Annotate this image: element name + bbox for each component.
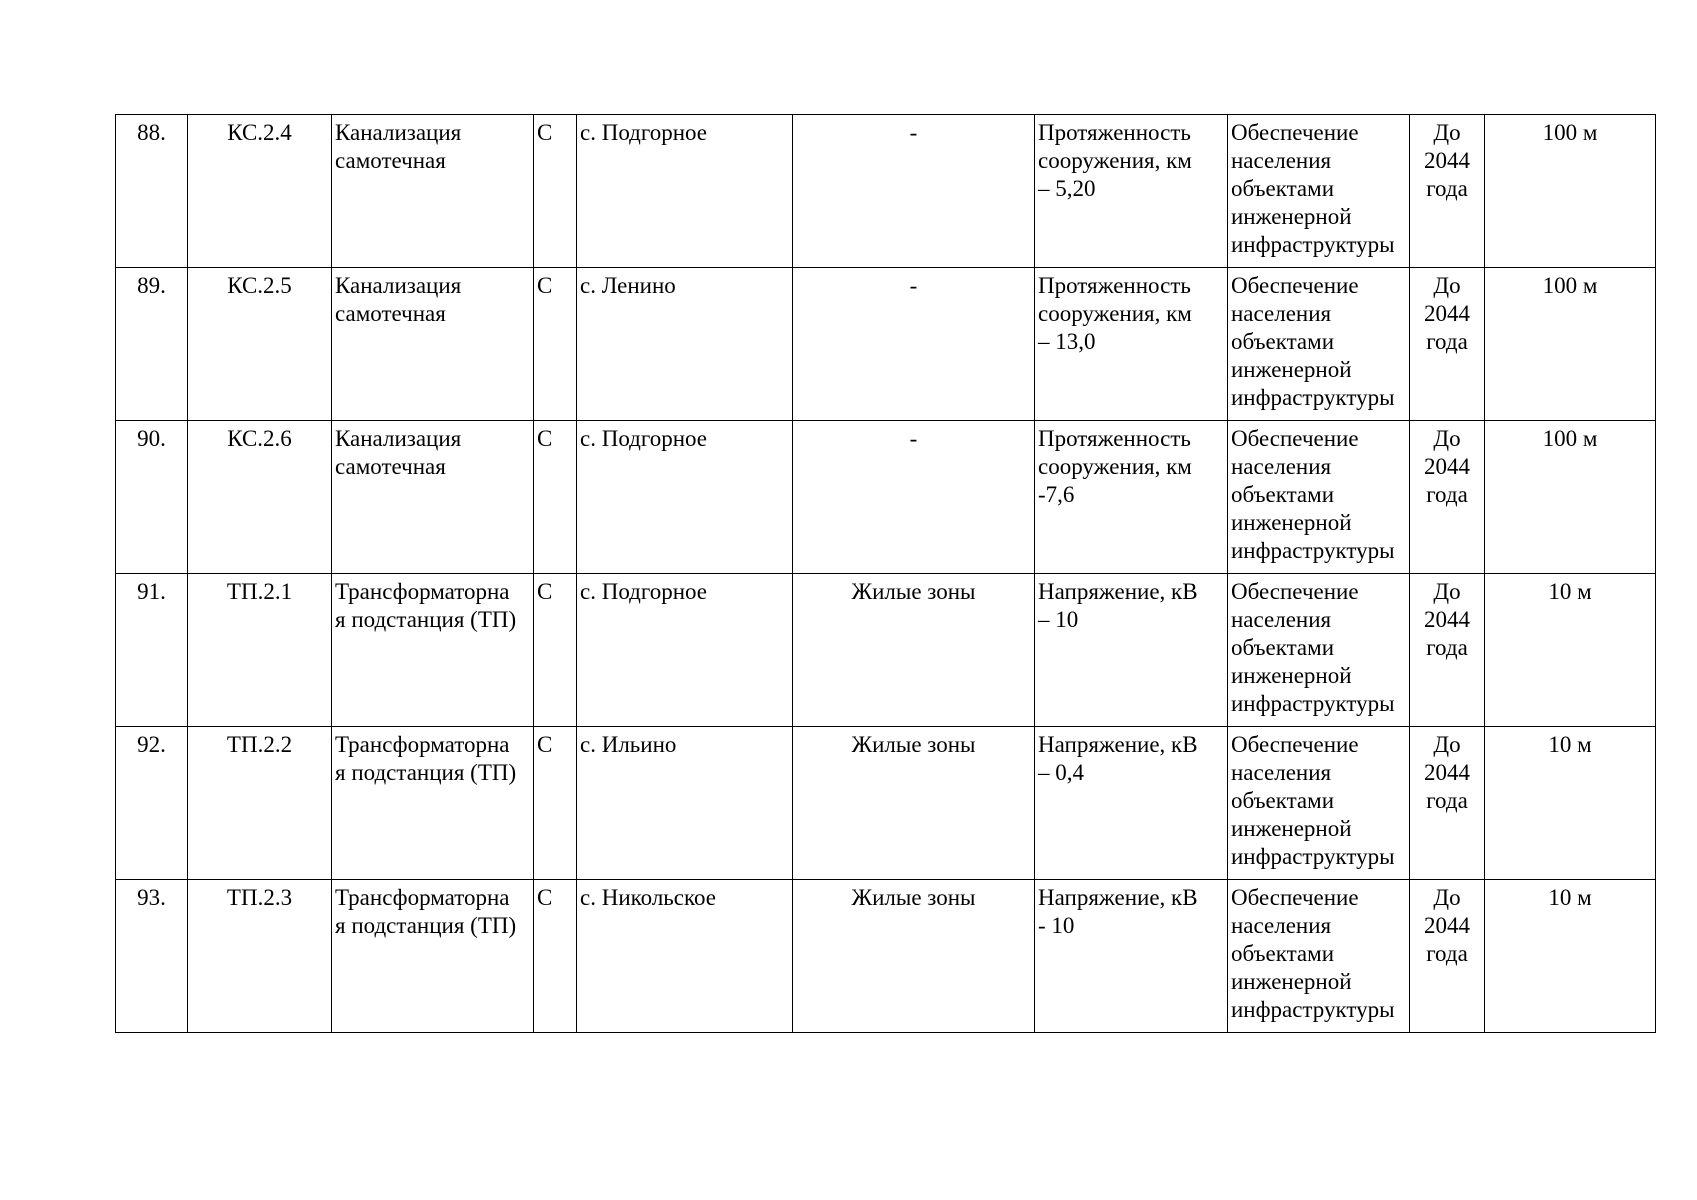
object-code-cell: КС.2.6 xyxy=(188,421,332,574)
table-row xyxy=(116,115,1656,268)
characteristics-cell: Протяженность сооружения, км – 5,20 xyxy=(1035,115,1228,268)
row-number-cell: 92. xyxy=(116,727,188,880)
purpose-cell: Обеспечение населения объектами инженерной инфраструктуры xyxy=(1228,727,1410,880)
zone-cell: Жилые зоны xyxy=(793,574,1035,727)
purpose-cell: Обеспечение населения объектами инженерной инфраструктуры xyxy=(1228,268,1410,421)
row-number-cell: 88. xyxy=(116,115,188,268)
characteristics-cell: Протяженность сооружения, км – 13,0 xyxy=(1035,268,1228,421)
zone-cell: - xyxy=(793,421,1035,574)
protection-zone-cell: 100 м xyxy=(1485,421,1656,574)
protection-zone-cell: 10 м xyxy=(1485,880,1656,1033)
object-name-cell: Канализация самотечная xyxy=(332,421,534,574)
status-cell: С xyxy=(534,880,577,1033)
purpose-cell: Обеспечение населения объектами инженерной инфраструктуры xyxy=(1228,115,1410,268)
deadline-cell: До 2044 года xyxy=(1410,268,1485,421)
protection-zone-cell: 100 м xyxy=(1485,268,1656,421)
protection-zone-cell: 10 м xyxy=(1485,574,1656,727)
status-cell: С xyxy=(534,727,577,880)
zone-cell: Жилые зоны xyxy=(793,727,1035,880)
table-row xyxy=(116,574,1656,727)
row-number-cell: 91. xyxy=(116,574,188,727)
infrastructure-table xyxy=(115,114,1656,1033)
object-name-cell: Трансформаторна я подстанция (ТП) xyxy=(332,574,534,727)
characteristics-cell: Протяженность сооружения, км -7,6 xyxy=(1035,421,1228,574)
row-number-cell: 90. xyxy=(116,421,188,574)
zone-cell: - xyxy=(793,115,1035,268)
location-cell: с. Подгорное xyxy=(577,115,793,268)
deadline-cell: До 2044 года xyxy=(1410,115,1485,268)
location-cell: с. Подгорное xyxy=(577,574,793,727)
object-code-cell: ТП.2.1 xyxy=(188,574,332,727)
object-name-cell: Канализация самотечная xyxy=(332,268,534,421)
location-cell: с. Ленино xyxy=(577,268,793,421)
table-body xyxy=(116,115,1656,1033)
object-name-cell: Трансформаторна я подстанция (ТП) xyxy=(332,727,534,880)
object-name-cell: Трансформаторна я подстанция (ТП) xyxy=(332,880,534,1033)
object-code-cell: ТП.2.3 xyxy=(188,880,332,1033)
purpose-cell: Обеспечение населения объектами инженерной инфраструктуры xyxy=(1228,421,1410,574)
status-cell: С xyxy=(534,421,577,574)
status-cell: С xyxy=(534,268,577,421)
location-cell: с. Ильино xyxy=(577,727,793,880)
object-code-cell: КС.2.5 xyxy=(188,268,332,421)
zone-cell: Жилые зоны xyxy=(793,880,1035,1033)
characteristics-cell: Напряжение, кВ - 10 xyxy=(1035,880,1228,1033)
zone-cell: - xyxy=(793,268,1035,421)
table-row xyxy=(116,421,1656,574)
row-number-cell: 93. xyxy=(116,880,188,1033)
object-code-cell: ТП.2.2 xyxy=(188,727,332,880)
location-cell: с. Подгорное xyxy=(577,421,793,574)
object-code-cell: КС.2.4 xyxy=(188,115,332,268)
status-cell: С xyxy=(534,115,577,268)
status-cell: С xyxy=(534,574,577,727)
table-row xyxy=(116,727,1656,880)
purpose-cell: Обеспечение населения объектами инженерной инфраструктуры xyxy=(1228,574,1410,727)
characteristics-cell: Напряжение, кВ – 10 xyxy=(1035,574,1228,727)
table-row xyxy=(116,268,1656,421)
deadline-cell: До 2044 года xyxy=(1410,574,1485,727)
deadline-cell: До 2044 года xyxy=(1410,421,1485,574)
deadline-cell: До 2044 года xyxy=(1410,727,1485,880)
row-number-cell: 89. xyxy=(116,268,188,421)
table-row xyxy=(116,880,1656,1033)
object-name-cell: Канализация самотечная xyxy=(332,115,534,268)
deadline-cell: До 2044 года xyxy=(1410,880,1485,1033)
purpose-cell: Обеспечение населения объектами инженерной инфраструктуры xyxy=(1228,880,1410,1033)
characteristics-cell: Напряжение, кВ – 0,4 xyxy=(1035,727,1228,880)
location-cell: с. Никольское xyxy=(577,880,793,1033)
protection-zone-cell: 100 м xyxy=(1485,115,1656,268)
protection-zone-cell: 10 м xyxy=(1485,727,1656,880)
